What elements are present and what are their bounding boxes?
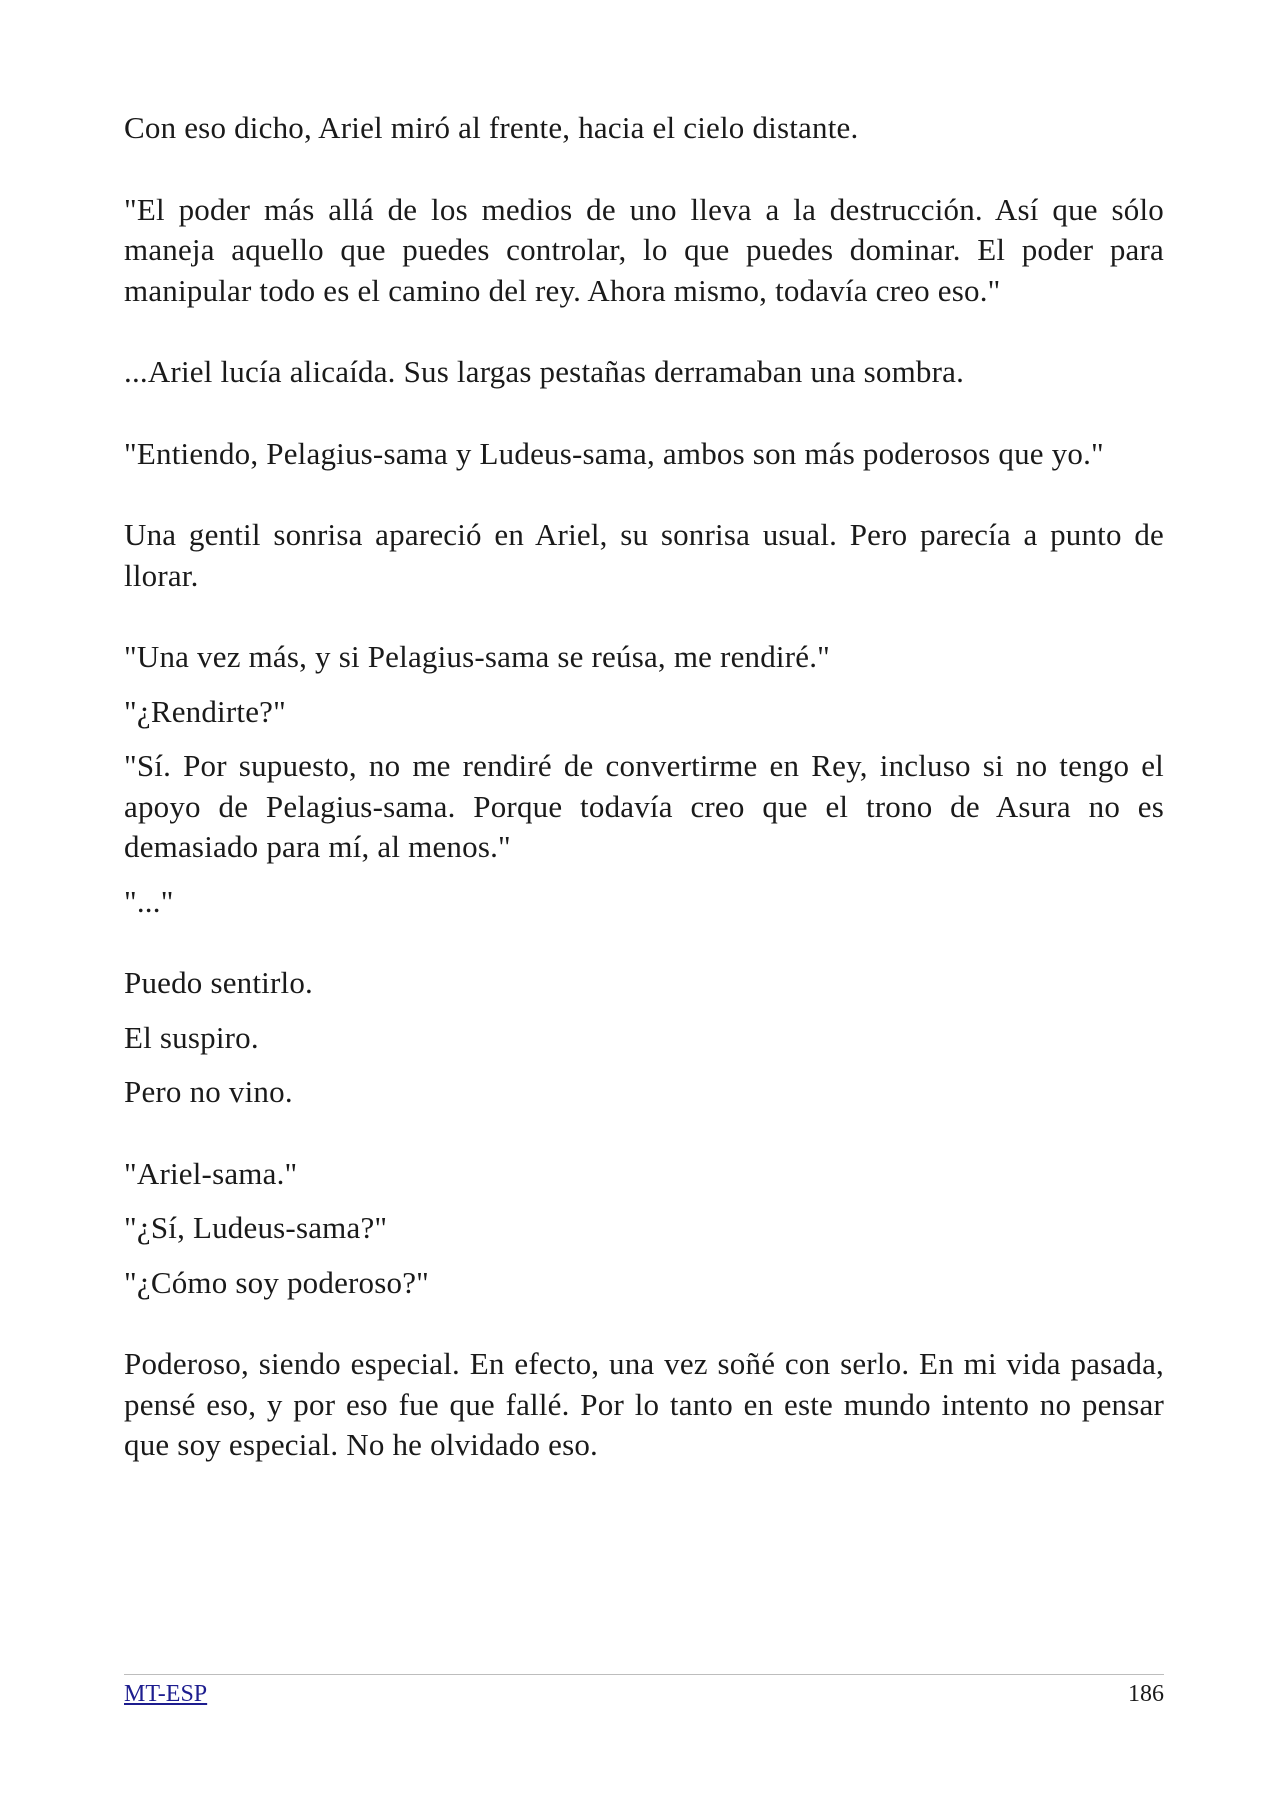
paragraph: Poderoso, siendo especial. En efecto, una vez soñé con serlo. En mi vida pasada, pensé eso, y por eso fue que fallé. Por lo tanto en este mundo intento no pensar que soy especial. No he olvidado eso.	[124, 1346, 1164, 1462]
page-body	[124, 108, 1164, 1466]
paragraph: Puedo sentirlo.	[124, 965, 313, 1000]
paragraph: "Ariel-sama."	[124, 1155, 298, 1191]
paragraph: Pero no vino.	[124, 1074, 293, 1109]
paragraph: "..."	[124, 883, 174, 919]
paragraph: Una gentil sonrisa apareció en Ariel, su sonrisa usual. Pero parecía a punto de llorar.	[124, 517, 1164, 593]
paragraph: "Una vez más, y si Pelagius-sama se reúsa, me rendiré."	[124, 639, 831, 674]
paragraph: ...Ariel lucía alicaída. Sus largas pestañas derramaban una sombra.	[124, 354, 965, 389]
paragraph: "Sí. Por supuesto, no me rendiré de convertirme en Rey, incluso si no tengo el apoyo de Pelagius-sama. Porque todavía creo que el trono de Asura no es demasiado para mí, al menos."	[124, 748, 1164, 864]
paragraph: "¿Cómo soy poderoso?"	[124, 1264, 430, 1300]
paragraph: "Entiendo, Pelagius-sama y Ludeus-sama, ambos son más poderosos que yo."	[124, 435, 1104, 471]
page-footer	[124, 1674, 1164, 1709]
paragraph: Con eso dicho, Ariel miró al frente, hacia el cielo distante.	[124, 110, 859, 145]
footer-link[interactable]: MT-ESP	[124, 1681, 208, 1707]
page-number: 186	[1128, 1681, 1164, 1707]
paragraph: "¿Rendirte?"	[124, 693, 286, 729]
paragraph: "¿Sí, Ludeus-sama?"	[124, 1210, 388, 1245]
paragraph: "El poder más allá de los medios de uno lleva a la destrucción. Así que sólo maneja aquello que puedes controlar, lo que puedes dominar. El poder para manipular todo es el camino del rey. Ahora mismo, todavía creo eso."	[124, 191, 1164, 308]
paragraph: El suspiro.	[124, 1019, 259, 1055]
